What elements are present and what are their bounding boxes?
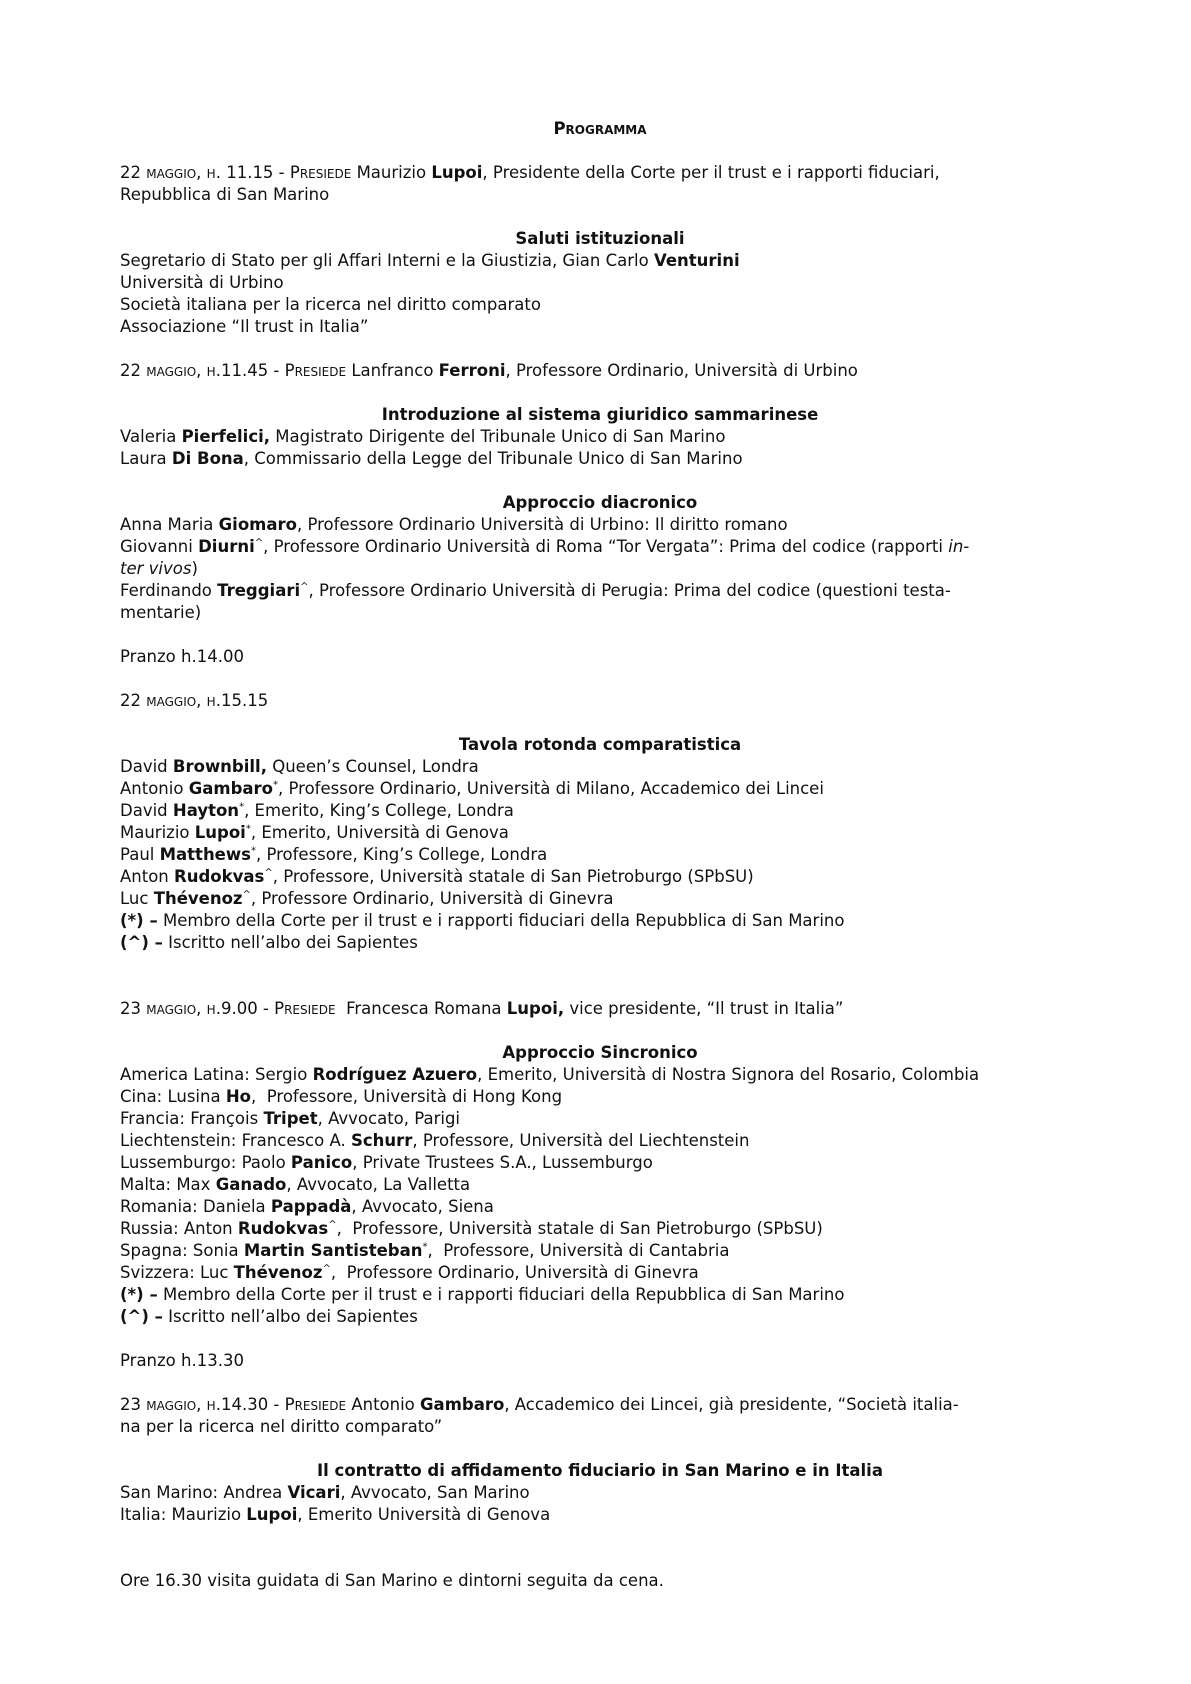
speaker-row xyxy=(120,844,1080,866)
speaker-prefix: Romania: Daniela xyxy=(120,1197,271,1216)
section-title-diacronico: Approccio diacronico xyxy=(502,493,698,512)
footnote-marker: * xyxy=(245,823,251,835)
speaker-row xyxy=(120,800,1080,822)
session-header-5-cont: na per la ricerca nel diritto comparato” xyxy=(120,1417,443,1436)
speaker-affiliation: , Professore Ordinario, Università di Ginevra xyxy=(330,1263,699,1282)
speaker-prefix: Luc xyxy=(120,889,154,908)
speaker-affiliation: , Professore Ordinario, Università di Ginevra xyxy=(250,889,614,908)
closing-note: Ore 16.30 visita guidata di San Marino e dintorni seguita da cena. xyxy=(120,1571,664,1590)
speaker-affiliation: , Professore, Università di Cantabria xyxy=(427,1241,730,1260)
speaker-row: Ferdinando Treggiari^, Professore Ordinario Università di Perugia: Prima del codice (questioni testa- xyxy=(120,581,951,600)
speaker-row xyxy=(120,1064,1080,1086)
speaker-affiliation: , Emerito, Università di Genova xyxy=(250,823,509,842)
tavola-speaker-list xyxy=(120,756,1080,910)
section-title-saluti: Saluti istituzionali xyxy=(515,229,685,248)
speaker-row: Valeria Pierfelici, Magistrato Dirigente del Tribunale Unico di San Marino xyxy=(120,427,726,446)
session-header-1: 22 maggio, h. 11.15 - Presiede Maurizio Lupoi, Presidente della Corte per il trust e i rapporti fiduciari, xyxy=(120,163,940,182)
speaker-row: Giovanni Diurni^, Professore Ordinario Università di Roma “Tor Vergata”: Prima del codice (rapporti in- xyxy=(120,537,970,556)
speaker-row xyxy=(120,756,1080,778)
speaker-surname: Matthews xyxy=(159,845,251,864)
speaker-affiliation: , Professore, Università statale di San Pietroburgo (SPbSU) xyxy=(272,867,754,886)
speaker-surname: Panico xyxy=(290,1153,353,1172)
speaker-prefix: Liechtenstein: Francesco A. xyxy=(120,1131,351,1150)
speaker-row xyxy=(120,822,1080,844)
speaker-row xyxy=(120,1152,1080,1174)
speaker-surname: Rudokvas xyxy=(174,867,265,886)
section-title-tavola-rotonda: Tavola rotonda comparatistica xyxy=(458,735,742,754)
speaker-surname: Pappadà xyxy=(270,1197,352,1216)
speaker-affiliation: , Avvocato, Siena xyxy=(351,1197,494,1216)
speaker-surname: Martin Santisteban xyxy=(243,1241,423,1260)
speaker-surname: Rudokvas xyxy=(237,1219,329,1238)
session-header-2: 22 maggio, h.11.45 - Presiede Lanfranco Ferroni, Professore Ordinario, Università di Urbino xyxy=(120,361,858,380)
footnote-marker: * xyxy=(239,801,245,813)
speaker-affiliation: Queen’s Counsel, Londra xyxy=(266,757,479,776)
speaker-row: San Marino: Andrea Vicari, Avvocato, San Marino xyxy=(120,1483,530,1502)
footnote-marker: * xyxy=(422,1241,428,1253)
speaker-surname: Thévenoz xyxy=(233,1263,323,1282)
speaker-surname: Hayton xyxy=(172,801,240,820)
footnote-marker: ^ xyxy=(264,867,273,879)
speaker-prefix: Spagna: Sonia xyxy=(120,1241,244,1260)
speaker-prefix: America Latina: Sergio xyxy=(120,1065,313,1084)
section-title-introduzione: Introduzione al sistema giuridico sammarinese xyxy=(381,405,819,424)
speaker-prefix: Anton xyxy=(120,867,175,886)
speaker-affiliation: , Emerito, Università di Nostra Signora del Rosario, Colombia xyxy=(477,1065,980,1084)
footnote-asterisk: (*) – Membro della Corte per il trust e i rapporti fiduciari della Repubblica di San Marino xyxy=(120,911,845,930)
speaker-prefix: Russia: Anton xyxy=(120,1219,238,1238)
speaker-row xyxy=(120,866,1080,888)
speaker-prefix: Malta: Max xyxy=(120,1175,216,1194)
speaker-row: Laura Di Bona, Commissario della Legge del Tribunale Unico di San Marino xyxy=(120,449,743,468)
speaker-row: Associazione “Il trust in Italia” xyxy=(120,317,369,336)
speaker-row xyxy=(120,1218,1080,1240)
speaker-surname: Schurr xyxy=(350,1131,413,1150)
footnote-marker: ^ xyxy=(242,889,251,901)
programme-content xyxy=(120,118,1080,1592)
speaker-row: Italia: Maurizio Lupoi, Emerito Università di Genova xyxy=(120,1505,551,1524)
speaker-row xyxy=(120,888,1080,910)
speaker-prefix: David xyxy=(120,801,173,820)
speaker-row-cont: ter vivos) xyxy=(120,559,198,578)
footnote-asterisk: (*) – Membro della Corte per il trust e i rapporti fiduciari della Repubblica di San Marino xyxy=(120,1285,845,1304)
speaker-row xyxy=(120,1130,1080,1152)
speaker-surname: Ganado xyxy=(215,1175,287,1194)
speaker-affiliation: , Private Trustees S.A., Lussemburgo xyxy=(352,1153,653,1172)
speaker-affiliation: , Avvocato, Parigi xyxy=(317,1109,460,1128)
speaker-surname: Thévenoz xyxy=(153,889,243,908)
speaker-affiliation: , Professore, Università di Hong Kong xyxy=(251,1087,563,1106)
speaker-prefix: Francia: François xyxy=(120,1109,264,1128)
speaker-prefix: Maurizio xyxy=(120,823,195,842)
speaker-surname: Ho xyxy=(225,1087,251,1106)
speaker-row: Segretario di Stato per gli Affari Interni e la Giustizia, Gian Carlo Venturini xyxy=(120,251,740,270)
speaker-row: Società italiana per la ricerca nel diritto comparato xyxy=(120,295,541,314)
session-header-4: 23 maggio, h.9.00 - Presiede Francesca Romana Lupoi, vice presidente, “Il trust in Italia” xyxy=(120,999,844,1018)
footnote-marker: * xyxy=(250,845,256,857)
speaker-row xyxy=(120,778,1080,800)
speaker-prefix: Paul xyxy=(120,845,160,864)
speaker-row xyxy=(120,1108,1080,1130)
speaker-prefix: Antonio xyxy=(120,779,189,798)
footnote-marker: * xyxy=(273,779,278,791)
speaker-affiliation: , Professore, Università del Liechtenstein xyxy=(412,1131,750,1150)
speaker-row-cont: mentarie) xyxy=(120,603,202,622)
speaker-surname: Tripet xyxy=(263,1109,318,1128)
session-header-5: 23 maggio, h.14.30 - Presiede Antonio Gambaro, Accademico dei Lincei, già presidente, “Società italia- xyxy=(120,1395,959,1414)
footnote-marker: ^ xyxy=(322,1263,331,1275)
speaker-affiliation: , Professore, Università statale di San Pietroburgo (SPbSU) xyxy=(336,1219,823,1238)
footnote-caret: (^) – Iscritto nell’albo dei Sapientes xyxy=(120,933,418,952)
speaker-row xyxy=(120,1196,1080,1218)
session-header-3: 22 maggio, h.15.15 xyxy=(120,691,269,710)
session-header-1-cont: Repubblica di San Marino xyxy=(120,185,330,204)
footnote-caret: (^) – Iscritto nell’albo dei Sapientes xyxy=(120,1307,418,1326)
speaker-row: Università di Urbino xyxy=(120,273,284,292)
speaker-prefix: Svizzera: Luc xyxy=(120,1263,234,1282)
speaker-row xyxy=(120,1240,1080,1262)
lunch-note-2: Pranzo h.13.30 xyxy=(120,1351,244,1370)
speaker-surname: Brownbill, xyxy=(172,757,267,776)
speaker-affiliation: , Avvocato, La Valletta xyxy=(286,1175,471,1194)
speaker-prefix: David xyxy=(120,757,173,776)
speaker-affiliation: , Professore Ordinario, Università di Milano, Accademico dei Lincei xyxy=(278,779,824,798)
speaker-row xyxy=(120,1262,1080,1284)
page-title: Programma xyxy=(553,119,647,138)
speaker-affiliation: , Emerito, King’s College, Londra xyxy=(244,801,514,820)
speaker-row xyxy=(120,1086,1080,1108)
speaker-surname: Lupoi xyxy=(194,823,246,842)
section-title-sincronico: Approccio Sincronico xyxy=(502,1043,698,1062)
speaker-prefix: Cina: Lusina xyxy=(120,1087,226,1106)
footnote-marker: ^ xyxy=(328,1219,337,1231)
speaker-surname: Rodríguez Azuero xyxy=(312,1065,478,1084)
speaker-row: Anna Maria Giomaro, Professore Ordinario Università di Urbino: Il diritto romano xyxy=(120,515,788,534)
speaker-prefix: Lussemburgo: Paolo xyxy=(120,1153,291,1172)
lunch-note-1: Pranzo h.14.00 xyxy=(120,647,244,666)
speaker-surname: Gambaro xyxy=(188,779,273,798)
section-title-contratto: Il contratto di affidamento fiduciario in San Marino e in Italia xyxy=(317,1461,883,1480)
speaker-row xyxy=(120,1174,1080,1196)
speaker-affiliation: , Professore, King’s College, Londra xyxy=(255,845,548,864)
sincronico-speaker-list xyxy=(120,1064,1080,1284)
